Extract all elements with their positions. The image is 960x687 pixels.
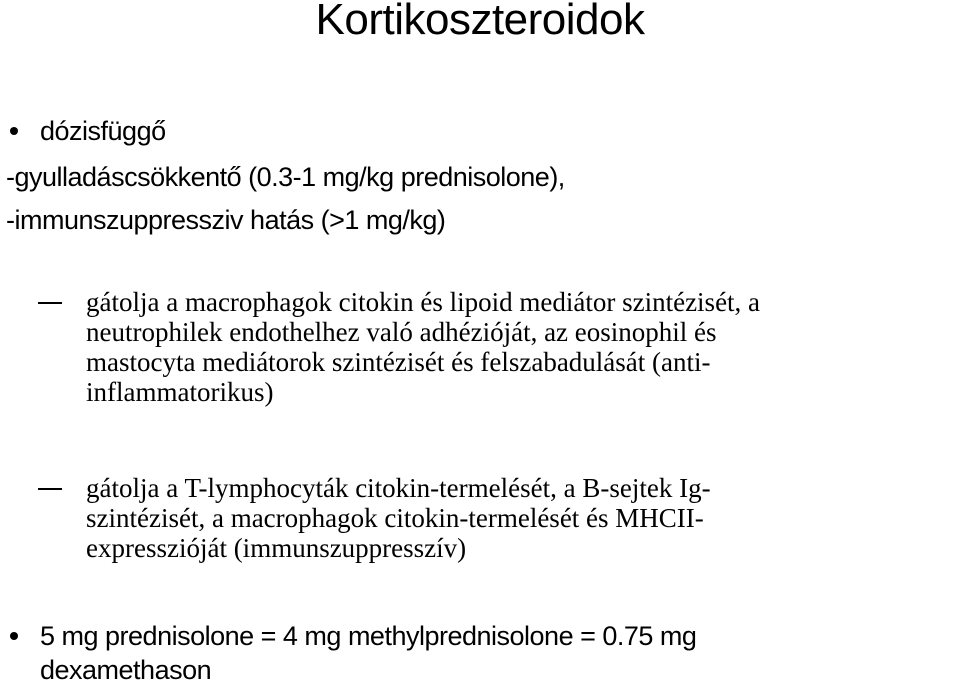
dash-icon: [38, 488, 62, 490]
bullet-dose-equivalence: [40, 619, 696, 687]
bullet-immunosuppressive-dose: -immunszuppressziv hatás (>1 mg/kg): [6, 205, 446, 235]
sub-bullet-antiinflammatory: [86, 287, 760, 407]
sub-bullet-line: inflammatorikus): [86, 377, 274, 407]
sub-bullet-line: mastocyta mediátorok szintézisét és felszabadulását (anti-: [86, 347, 711, 377]
sub-bullet-immunosuppressive: [86, 473, 711, 563]
sub-bullet-line: gátolja a macrophagok citokin és lipoid mediátor szintézisét, a: [86, 287, 761, 317]
sub-bullet-line: szintézisét, a macrophagok citokin-termelését és MHCII-: [86, 503, 704, 533]
equivalence-line: 5 mg prednisolone = 4 mg methylprednisolone = 0.75 mg: [40, 621, 697, 651]
bullet-dot-icon: [10, 632, 18, 640]
slide-title: Kortikoszteroidok: [315, 0, 645, 44]
bullet-dot-icon: [10, 127, 18, 135]
equivalence-line: dexamethason: [40, 655, 212, 685]
dash-icon: [38, 302, 62, 304]
sub-bullet-line: expresszióját (immunszuppresszív): [86, 533, 467, 563]
sub-bullet-line: gátolja a T-lymphocyták citokin-termelését, a B-sejtek Ig-: [86, 473, 711, 503]
bullet-dosage-heading: dózisfüggő: [40, 116, 166, 146]
sub-bullet-line: neutrophilek endothelhez való adhézióját, az eosinophil és: [86, 317, 717, 347]
bullet-antiinflammatory-dose: -gyulladáscsökkentő (0.3-1 mg/kg prednisolone),: [6, 162, 565, 192]
